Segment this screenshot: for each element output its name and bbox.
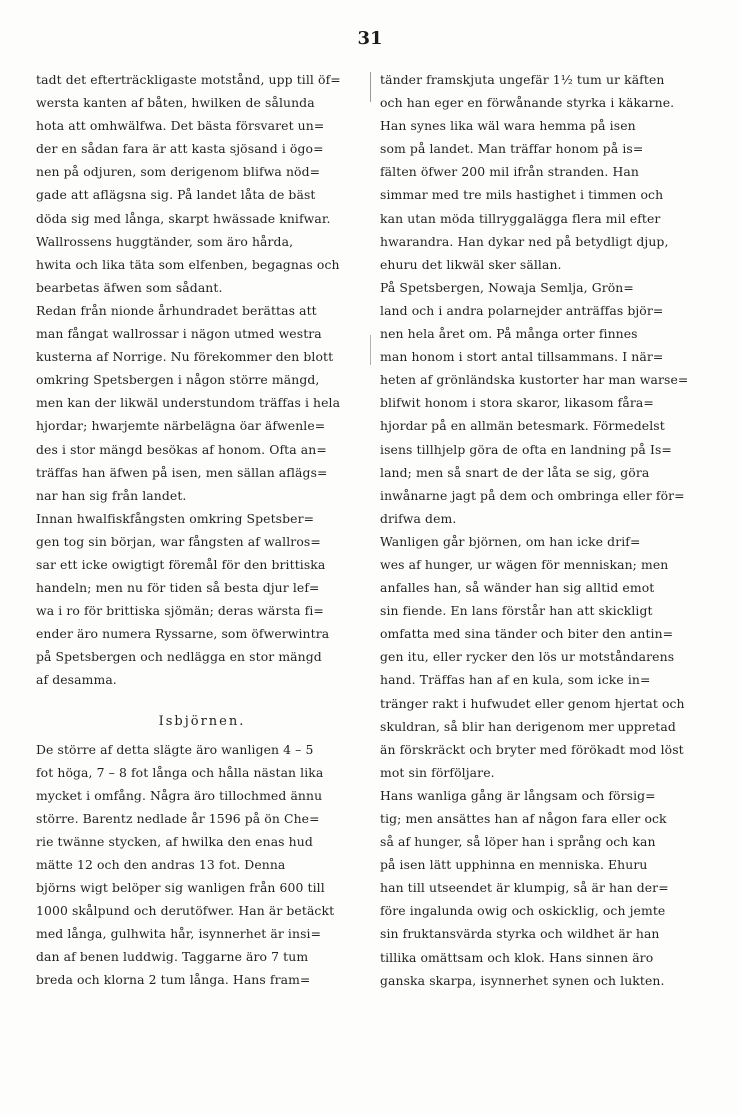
text-line: som på landet. Man träffar honom på is= (380, 141, 644, 157)
text-line: mycket i omfång. Några äro tillochmed ännu (36, 787, 323, 803)
text-line: och han eger en förwånande styrka i käkarne. (380, 95, 675, 111)
text-line: af desamma. (36, 672, 117, 688)
text-line: ender äro numera Ryssarne, som öfwerwintra (36, 626, 330, 642)
text-line: Wanligen går björnen, om han icke drif= (380, 533, 641, 549)
text-line: tänder framskjuta ungefär 1½ tum ur käften (380, 72, 665, 87)
text-line: omkring Spetsbergen i någon större mängd, (36, 372, 320, 388)
text-line: Redan från nionde århundradet berättas att (36, 302, 317, 318)
text-line: så af hunger, så löper han i språng och kan (380, 834, 656, 850)
text-line: hjordar; hwarjemte närbelägna öar äfwenle= (36, 418, 326, 434)
text-line: fot höga, 7 – 8 fot långa och hålla nästan lika (36, 764, 324, 780)
text-line: isens tillhjelp göra de ofta en landning på Is= (380, 441, 672, 457)
text-line: wersta kanten af båten, hwilken de sålunda (36, 95, 315, 111)
text-line: heten af grönländska kustorter har man warse= (380, 372, 689, 388)
text-line: Han synes lika wäl wara hemma på isen (380, 118, 636, 134)
text-line: hwita och lika täta som elfenben, begagnas och (36, 256, 340, 272)
text-line: De större af detta slägte äro wanligen 4 – 5 (36, 741, 314, 757)
text-line: land; men så snart de der låta se sig, göra (380, 464, 650, 480)
text-line: ehuru det likwäl sker sällan. (380, 256, 562, 272)
text-line: större. Barentz nedlade år 1596 på ön Che= (36, 810, 320, 826)
text-line: simmar med tre mils hastighet i timmen och (380, 187, 664, 203)
section-heading: Isbjörnen. (158, 713, 246, 729)
text-line: tillika omättsam och klok. Hans sinnen äro (380, 949, 654, 965)
text-line: hwarandra. Han dykar ned på betydligt djup, (380, 233, 669, 249)
text-line: anfalles han, så wänder han sig alltid emot (380, 580, 655, 596)
left-column (36, 68, 368, 992)
text-line: björns wigt belöper sig wanligen från 600 till (36, 880, 325, 896)
text-line: kan utan möda tillryggalägga flera mil efter (380, 210, 661, 226)
text-line: före ingalunda owig och oskicklig, och jemte (380, 903, 666, 919)
text-line: omfatta med sina tänder och biter den antin= (380, 626, 674, 642)
text-line: döda sig med långa, skarpt hwässade knifwar. (36, 210, 331, 226)
text-line: dan af benen luddwig. Taggarne äro 7 tum (36, 949, 309, 965)
text-line: han till utseendet är klumpig, så är han der= (380, 880, 669, 896)
page-number: 31 (357, 28, 383, 49)
text-line: träffas han äfwen på isen, men sällan aflägs= (36, 464, 328, 480)
text-line: ganska skarpa, isynnerhet synen och lukten. (380, 972, 665, 988)
text-line: man honom i stort antal tillsammans. I när= (380, 349, 664, 365)
text-line: land och i andra polarnejder anträffas björ= (380, 302, 664, 318)
right-column (380, 68, 712, 992)
text-line: der en sådan fara är att kasta sjösand i ögo= (36, 141, 324, 157)
text-line: wes af hunger, ur wägen för menniskan; men (380, 556, 669, 572)
text-line: på Spetsbergen och nedlägga en stor mängd (36, 649, 322, 665)
text-line: fälten öfwer 200 mil ifrån stranden. Han (380, 164, 639, 180)
text-line: blifwit honom i stora skaror, likasom fåra= (380, 395, 654, 411)
text-line: mätte 12 och den andras 13 fot. Denna (36, 857, 286, 872)
text-line: med långa, gulhwita hår, isynnerhet är insi= (36, 926, 322, 942)
text-line: nar han sig från landet. (36, 487, 187, 503)
text-line: Innan hwalfiskfångsten omkring Spetsber= (36, 510, 315, 526)
text-line: på isen lätt upphinna en menniska. Ehuru (380, 857, 648, 873)
text-line: nen på odjuren, som derigenom blifwa nöd= (36, 164, 321, 180)
text-line: tränger rakt i hufwudet eller genom hjertat och (380, 695, 685, 711)
text-line: hjordar på en allmän betesmark. Förmedelst (380, 418, 665, 434)
text-line: drifwa dem. (380, 510, 457, 526)
text-line: Hans wanliga gång är långsam och försig= (380, 787, 656, 803)
text-line: mot sin förföljare. (380, 764, 495, 780)
text-line: hand. Träffas han af en kula, som icke in= (380, 672, 651, 688)
text-line: Wallrossens huggtänder, som äro hårda, (36, 233, 294, 249)
text-line: gade att aflägsna sig. På landet låta de bäst (36, 187, 316, 203)
text-line: På Spetsbergen, Nowaja Semlja, Grön= (380, 279, 634, 295)
text-line: tadt det efterträckligaste motstånd, upp till öf= (36, 72, 341, 87)
text-line: des i stor mängd besökas af honom. Ofta an= (36, 441, 327, 457)
text-line: handeln; men nu för tiden så besta djur lef= (36, 580, 320, 596)
text-line: inwånarne jagt på dem och ombringa eller för= (380, 487, 685, 503)
text-line: man fångat wallrossar i nägon utmed westra (36, 326, 322, 342)
text-line: gen tog sin början, war fångsten af wallros= (36, 533, 321, 549)
text-line: men kan der likwäl understundom träffas i hela (36, 395, 341, 411)
text-line: än förskräckt och bryter med förökadt mod löst (380, 741, 684, 757)
text-line: tig; men ansättes han af någon fara eller ock (380, 811, 667, 826)
text-line: breda och klorna 2 tum långa. Hans fram= (36, 972, 311, 988)
text-line: gen itu, eller rycker den lös ur motståndarens (380, 649, 675, 665)
text-line: kusterna af Norrige. Nu förekommer den blott (36, 349, 334, 365)
text-line: sar ett icke owigtigt föremål för den brittiska (36, 556, 326, 572)
column-divider (370, 72, 371, 102)
text-line: wa i ro för brittiska sjömän; deras wärsta fi= (36, 603, 324, 619)
text-line: bearbetas äfwen som sådant. (36, 279, 223, 295)
column-divider (370, 335, 371, 365)
text-line: 1000 skålpund och derutöfwer. Han är betäckt (36, 903, 335, 919)
text-line: sin fruktansvärda styrka och wildhet är han (380, 926, 660, 942)
text-line: hota att omhwälfwa. Det bästa försvaret un= (36, 118, 325, 134)
text-line: skuldran, så blir han derigenom mer uppretad (380, 718, 676, 734)
text-line: nen hela året om. På många orter finnes (380, 326, 638, 342)
text-line: sin fiende. En lans förstår han att skickligt (380, 603, 653, 619)
text-line: rie twänne stycken, af hwilka den enas hud (36, 833, 313, 849)
